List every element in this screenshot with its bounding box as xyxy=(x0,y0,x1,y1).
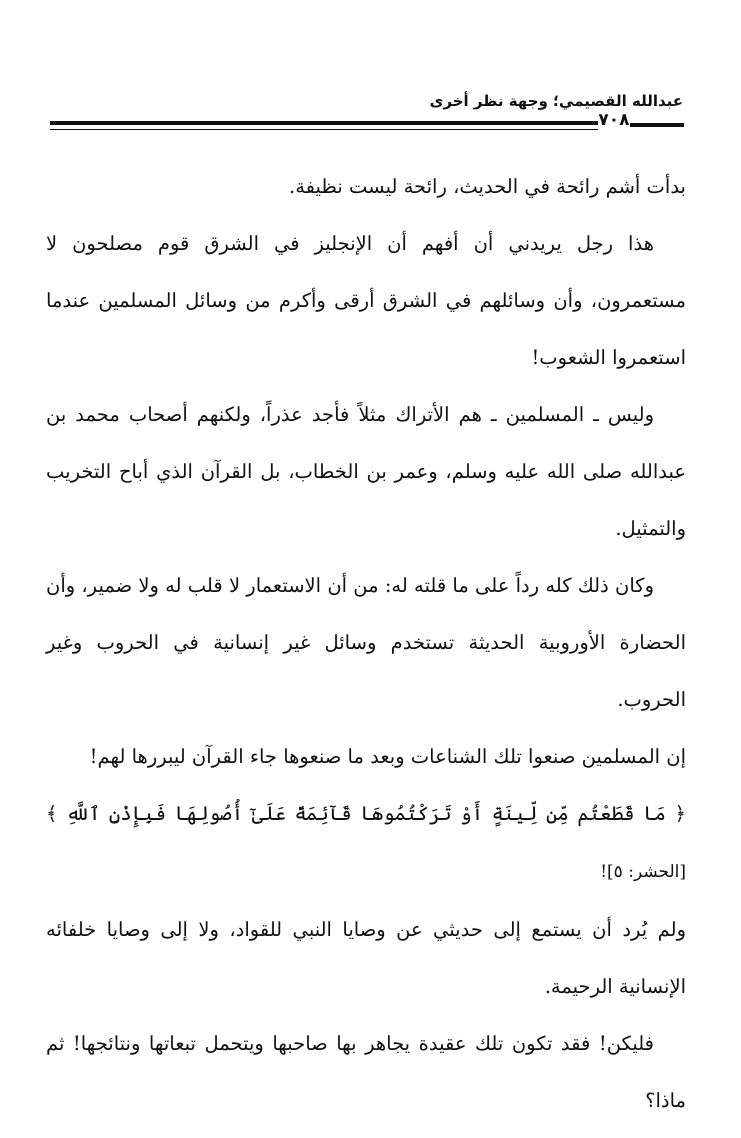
running-title: عبدالله القصيمي؛ وجهة نظر أخرى xyxy=(429,92,683,110)
header-rule-thin xyxy=(50,129,598,130)
paragraph-2: هذا رجل يريدني أن أفهم أن الإنجليز في الشرق قوم مصلحون لا مستعمرون، وأن وسائلهم في الشرق أرقى وأكرم من وسائل المسلمين عندما استعمروا الشعوب! xyxy=(46,232,686,369)
quran-verse: ﴿ مَا قَطَعْتُم مِّن لِّينَةٍ أَوْ تَرَكْتُمُوهَا قَآئِمَةً عَلَىٰٓ أُصُولِهَا فَبِإِذْنِ ٱللَّهِ ﴾ xyxy=(46,802,686,825)
quran-verse-line xyxy=(46,785,686,901)
paragraph-3: وليس ـ المسلمين ـ هم الأتراك مثلاً فأجد عذراً، ولكنهم أصحاب محمد بن عبدالله صلى الله عليه وسلم، وعمر بن الخطاب، بل القرآن الذي أباح التخريب والتمثيل. xyxy=(46,403,686,540)
paragraph-7: فليكن! فقد تكون تلك عقيدة يجاهر بها صاحبها ويتحمل تبعاتها ونتائجها! ثم ماذا؟ xyxy=(46,1032,686,1112)
paragraph-6: ولم يُرد أن يستمع إلى حديثي عن وصايا النبي للقواد، ولا إلى وصايا خلفائه الإنسانية الرحيمة. xyxy=(46,918,686,998)
header-rule-short xyxy=(630,123,684,127)
verse-reference: [الحشر: ٥]! xyxy=(600,862,686,882)
paragraph-1: بدأت أشم رائحة في الحديث، رائحة ليست نظيفة. xyxy=(289,175,686,198)
page-number: ٧٠٨ xyxy=(598,110,630,130)
header-rule-thick xyxy=(50,121,598,125)
body-text xyxy=(46,158,686,1129)
paragraph-4: وكان ذلك كله رداً على ما قلته له: من أن الاستعمار لا قلب له ولا ضمير، وأن الحضارة الأوروبية الحديثة تستخدم وسائل غير إنسانية في الحروب وغير الحروب. xyxy=(46,574,686,711)
paragraph-5: إن المسلمين صنعوا تلك الشناعات وبعد ما صنعوها جاء القرآن ليبررها لهم! xyxy=(89,745,686,768)
